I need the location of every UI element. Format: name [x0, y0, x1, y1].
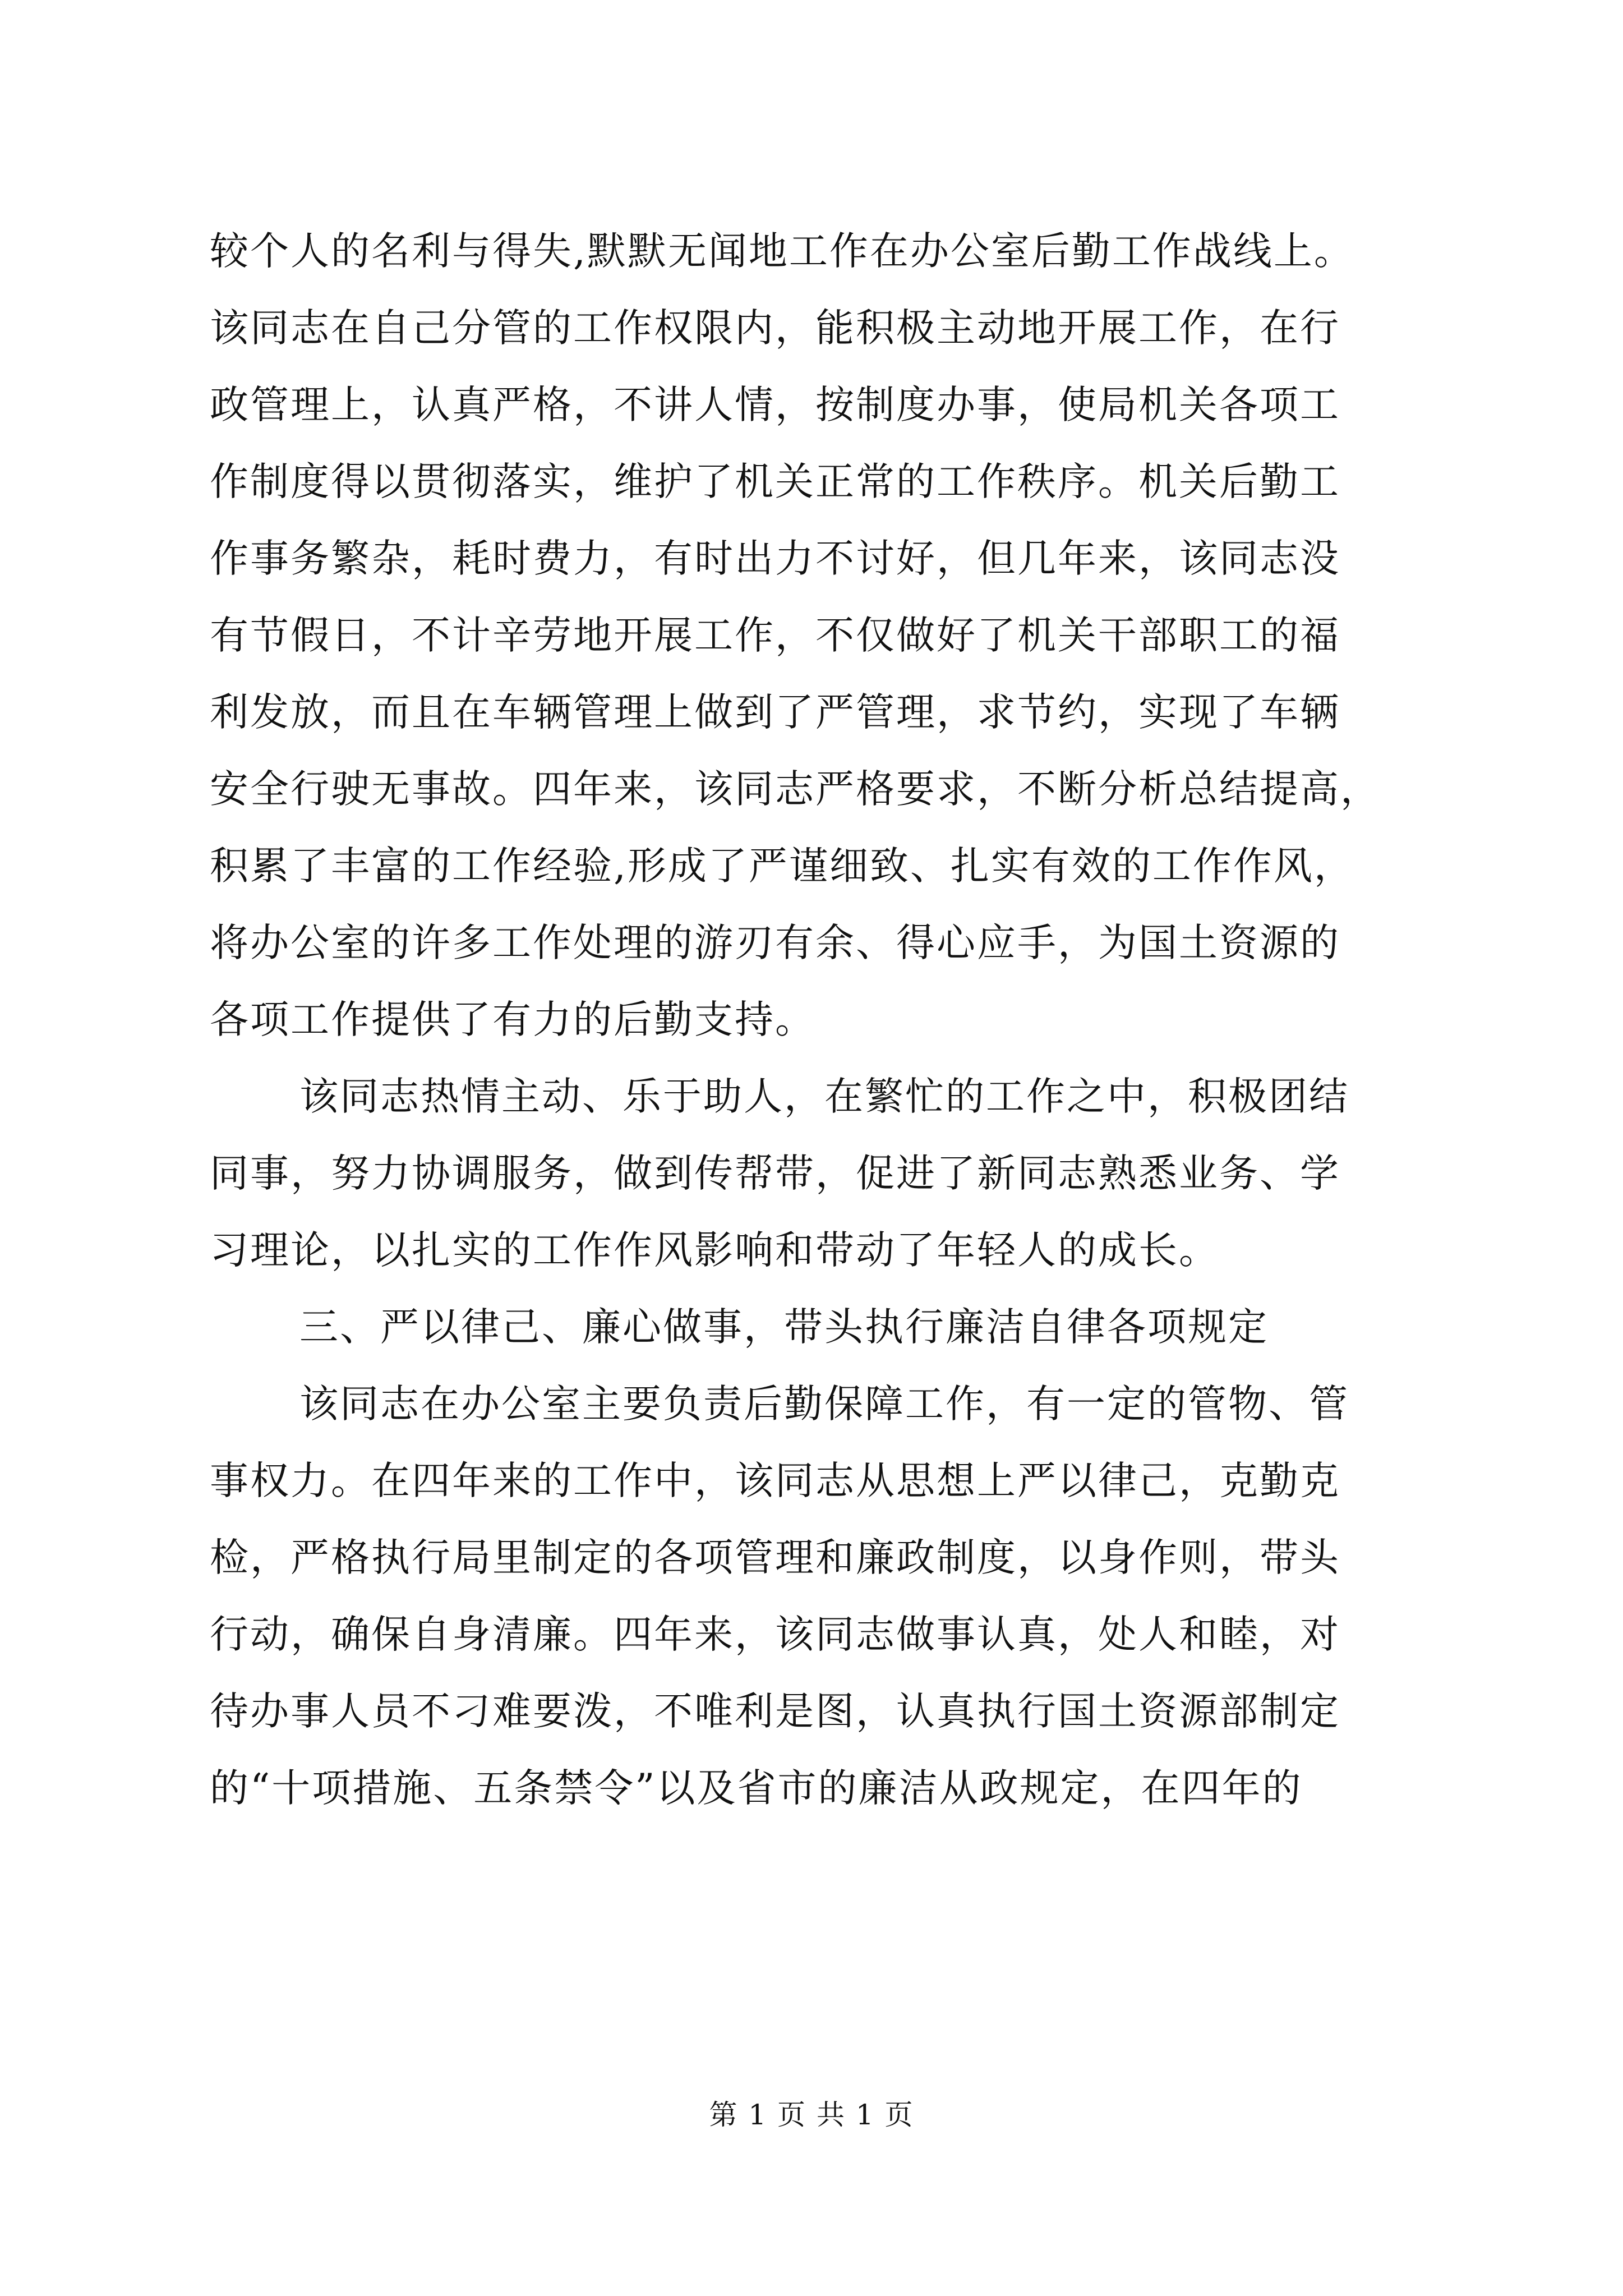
text-line: 有节假日，不计辛劳地开展工作，不仅做好了机关干部职工的福 [210, 613, 1340, 658]
page-number-footer: 第 1 页 共 1 页 [709, 2099, 914, 2131]
text-line: 待办事人员不刁难要泼，不唯利是图，认真执行国土资源部制定 [210, 1689, 1340, 1734]
text-line: 的“十项措施、五条禁令”以及省市的廉洁从政规定，在四年的 [210, 1766, 1303, 1811]
text-line: 事权力。在四年来的工作中，该同志从思想上严以律己，克勤克 [210, 1458, 1340, 1503]
text-line: 该同志热情主动、乐于助人，在繁忙的工作之中，积极团结 [299, 1074, 1349, 1119]
text-line: 将办公室的许多工作处理的游刃有余、得心应手，为国土资源的 [210, 921, 1340, 965]
text-line: 行动，确保自身清廉。四年来，该同志做事认真，处人和睦，对 [210, 1612, 1340, 1657]
text-line: 政管理上，认真严格，不讲人情，按制度办事，使局机关各项工 [210, 383, 1340, 427]
text-line: 作事务繁杂，耗时费力，有时出力不讨好，但几年来，该同志没 [210, 536, 1340, 581]
text-line: 较个人的名利与得失,默默无闻地工作在办公室后勤工作战线上。 [210, 229, 1354, 274]
section-heading: 三、严以律己、廉心做事，带头执行廉洁自律各项规定 [299, 1305, 1269, 1350]
document-body [210, 213, 1421, 1827]
text-line: 积累了丰富的工作经验,形成了严谨细致、扎实有效的工作作风， [210, 844, 1354, 889]
text-line: 该同志在办公室主要负责后勤保障工作，有一定的管物、管 [299, 1382, 1349, 1427]
text-line: 作制度得以贯彻落实，维护了机关正常的工作秩序。机关后勤工 [210, 459, 1340, 504]
text-line: 各项工作提供了有力的后勤支持。 [210, 997, 815, 1042]
text-line: 利发放，而且在车辆管理上做到了严管理，求节约，实现了车辆 [210, 690, 1340, 735]
text-line: 同事，努力协调服务，做到传帮带，促进了新同志熟悉业务、学 [210, 1151, 1340, 1196]
text-line: 习理论，以扎实的工作作风影响和带动了年轻人的成长。 [210, 1228, 1219, 1273]
text-line: 安全行驶无事故。四年来，该同志严格要求，不断分析总结提高， [210, 767, 1381, 812]
text-line: 该同志在自己分管的工作权限内，能积极主动地开展工作，在行 [210, 306, 1340, 351]
text-line: 检，严格执行局里制定的各项管理和廉政制度，以身作则，带头 [210, 1535, 1340, 1580]
